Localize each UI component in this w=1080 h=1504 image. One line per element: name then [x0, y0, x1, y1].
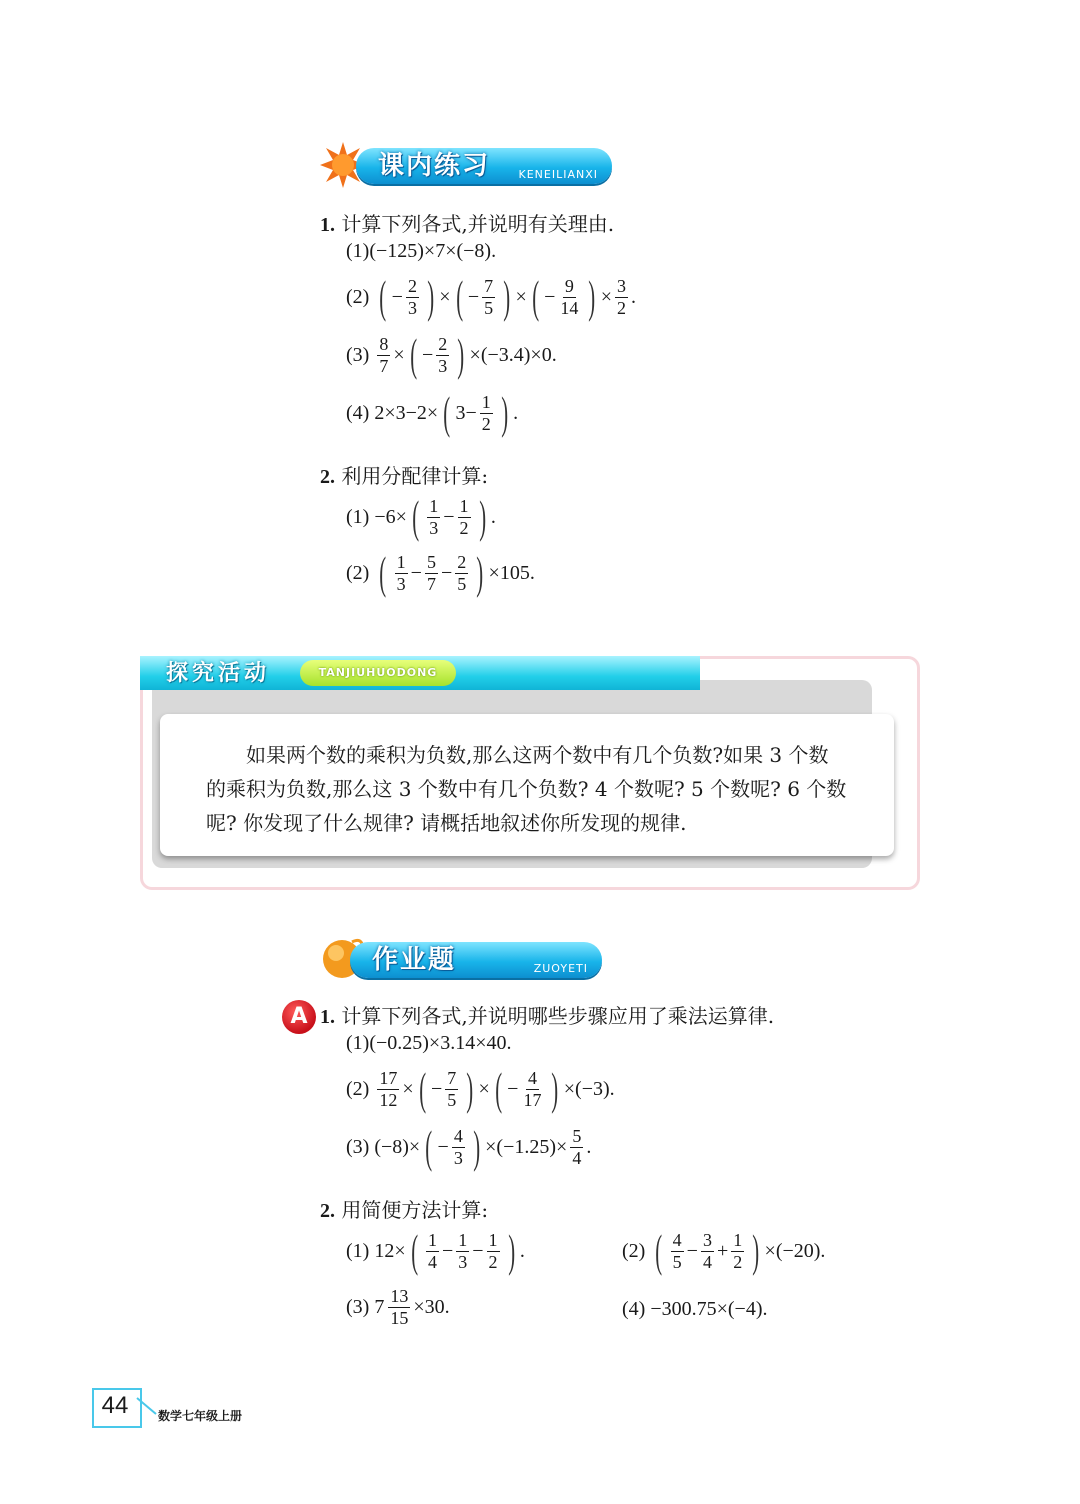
practice-q1-heading [320, 208, 614, 237]
question-text: 利用分配律计算: [341, 464, 489, 488]
item-label: (1) [346, 505, 370, 528]
item-label: (4) [346, 401, 370, 424]
practice-q1-b: (2) ( − $\frac{2}{3}$ ) × ( − $\frac{7}{5}$ ) × ( − $\frac{9}{14}$ ) × $\frac{3}{2}$ . [346, 271, 636, 322]
practice-header [322, 146, 612, 186]
homework-q1-b: (2) $\frac{17}{12}$ × ( − $\frac{7}{5}$ ) × ( − $\frac{4}{17}$ ) ×(−3). [346, 1063, 615, 1114]
question-number: 2. [320, 1200, 335, 1222]
item-label: (2) [346, 285, 370, 308]
item-mid: ×(−1.25)× [485, 1135, 568, 1158]
item-label: (2) [622, 1239, 646, 1262]
question-number: 1. [320, 214, 335, 236]
item-tail: ×(−3.4)×0. [469, 343, 557, 366]
question-text: 用简便方法计算: [341, 1198, 489, 1222]
item-label: (3) [346, 1135, 370, 1158]
item-head: −6× [374, 505, 407, 528]
homework-q1-a: (1)(−0.25)×3.14×40. [346, 1032, 512, 1054]
practice-q1-a: (1)(−125)×7×(−8). [346, 240, 497, 262]
page-number: 44 [101, 1392, 129, 1419]
explore-line-3: 呢? 你发现了什么规律? 请概括地叙述你所发现的规律. [206, 811, 687, 835]
practice-q2-b: (2) ( $\frac{1}{3}$ − $\frac{5}{7}$ − $\frac{2}{5}$ ) ×105. [346, 547, 535, 598]
homework-header [320, 936, 602, 978]
item-tail: ×(−3). [563, 1077, 615, 1100]
homework-q1-heading [320, 1000, 774, 1029]
practice-q2-heading [320, 460, 488, 489]
practice-banner [356, 148, 612, 184]
item-label: (2) [346, 561, 370, 584]
item-head: (−8)× [374, 1135, 421, 1158]
homework-q2-c: (3) 7 $\frac{13}{15}$ ×30. [346, 1286, 450, 1328]
practice-q1-d: (4) 2×3−2× ( 3− $\frac{1}{2}$ ) . [346, 387, 519, 438]
homework-title: 作业题 [372, 945, 457, 975]
question-number: 1. [320, 1006, 335, 1028]
explore-title: 探究活动 [166, 661, 271, 686]
mixed-whole: 7 [374, 1296, 385, 1318]
homework-title-en: ZUOYETI [533, 962, 588, 975]
item-label: (3) [346, 1296, 370, 1318]
practice-q2-a: (1) −6× ( $\frac{1}{3}$ − $\frac{1}{2}$ ) . [346, 491, 496, 542]
homework-q2-d: (4) −300.75×(−4). [622, 1298, 768, 1320]
explore-title-en: TANJIUHUODONG [300, 660, 456, 686]
question-text: 计算下列各式,并说明哪些步骤应用了乘法运算律. [341, 1004, 775, 1028]
item-head: 2×3−2× [374, 401, 439, 424]
practice-title-en: KENEILIANXI [518, 168, 598, 181]
homework-q2-b: (2) ( $\frac{4}{5}$ − $\frac{3}{4}$ + $\frac{1}{2}$ ) ×(−20). [622, 1225, 826, 1276]
explore-line-1: 如果两个数的乘积为负数,那么这两个数中有几个负数?如果 3 个数 [246, 743, 829, 767]
explore-tab [140, 656, 700, 690]
homework-q1-c: (3) (−8)× ( − $\frac{4}{3}$ ) ×(−1.25)× $\frac{5}{4}$ . [346, 1121, 592, 1172]
item-label: (1) [346, 1239, 370, 1262]
book-title: 数学七年级上册 [158, 1409, 243, 1423]
level-a-badge: A [282, 1000, 316, 1034]
question-text: 计算下列各式,并说明有关理由. [341, 212, 615, 236]
item-head: 12× [374, 1239, 406, 1262]
practice-title: 课内练习 [378, 151, 491, 181]
explore-line-2: 的乘积为负数,那么这 3 个数中有几个负数? 4 个数呢? 5 个数呢? 6 个数 [206, 777, 847, 801]
item-tail: ×30. [413, 1296, 450, 1318]
question-number: 2. [320, 466, 335, 488]
item-tail: ×105. [488, 561, 535, 584]
homework-q2-heading [320, 1194, 488, 1223]
homework-q2-a: (1) 12× ( $\frac{1}{4}$ − $\frac{1}{3}$ − $\frac{1}{2}$ ) . [346, 1225, 525, 1276]
page-tab-line [136, 1396, 160, 1418]
practice-q1-c: (3) $\frac{8}{7}$ × ( − $\frac{2}{3}$ ) ×(−3.4)×0. [346, 329, 557, 380]
item-label: (2) [346, 1077, 370, 1100]
item-label: (3) [346, 343, 370, 366]
homework-banner [350, 942, 602, 978]
item-tail: ×(−20). [764, 1239, 826, 1262]
